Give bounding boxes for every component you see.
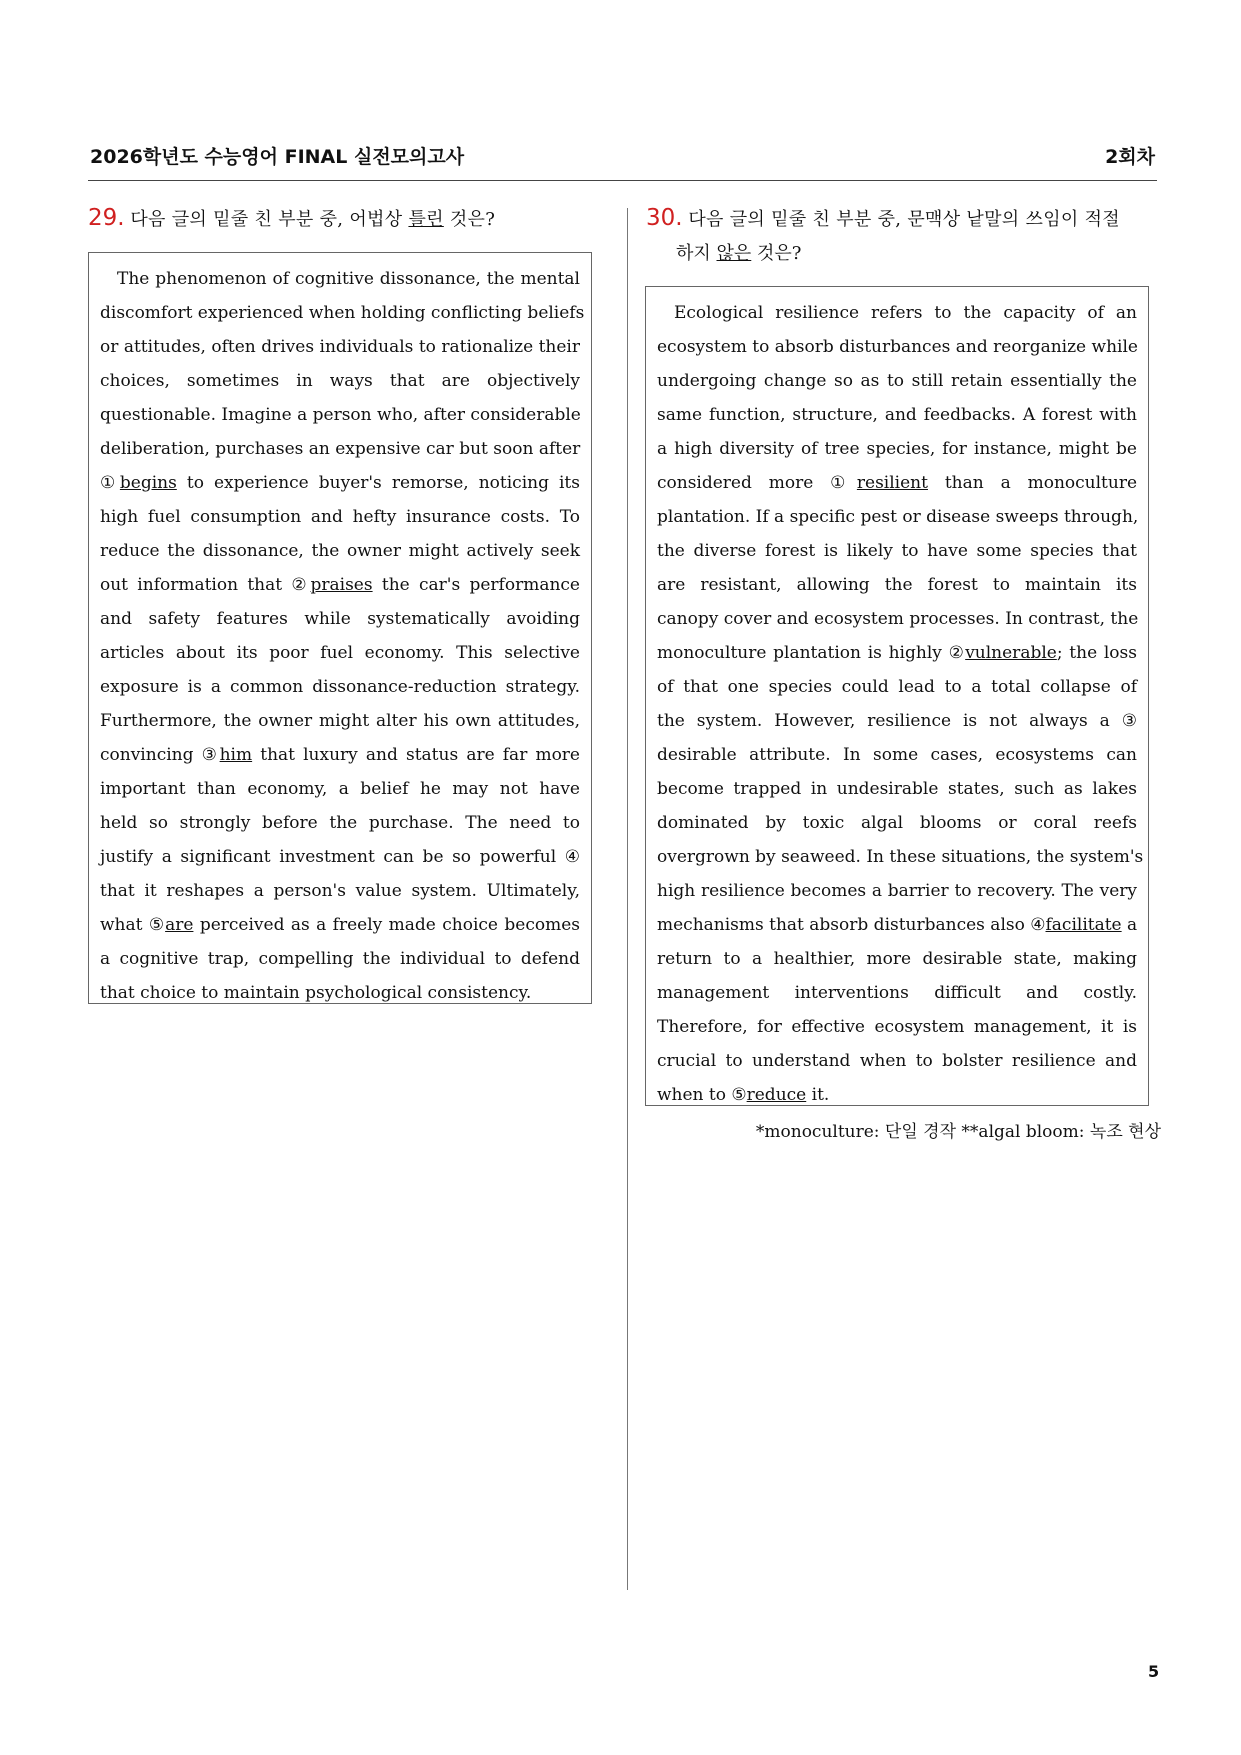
passage-line: articles about its poor fuel economy. This selective [100, 643, 580, 663]
column-divider [627, 208, 628, 1590]
passage-line: same function, structure, and feedbacks. A forest with [657, 405, 1137, 425]
question-text: 다음 글의 밑줄 친 부분 중, 문맥상 낱말의 쓰임이 적절 [688, 209, 1120, 230]
passage-line: Therefore, for effective ecosystem management, it is [657, 1017, 1137, 1037]
passage-line: desirable attribute. In some cases, ecosystems can [657, 745, 1137, 765]
passage-line: are resistant, allowing the forest to maintain its [657, 575, 1137, 595]
passage-line: canopy cover and ecosystem processes. In contrast, the [657, 609, 1139, 629]
passage-line: Ecological resilience refers to the capacity of an [674, 303, 1137, 323]
passage-line: a high diversity of tree species, for instance, might be [657, 439, 1137, 459]
passage-line: high fuel consumption and hefty insurance costs. To [100, 507, 580, 527]
question-number: 29. [88, 205, 125, 231]
passage-line: out information that ②praises the car's performance [100, 575, 580, 595]
passage-line: Furthermore, the owner might alter his own attitudes, [100, 711, 580, 731]
passage-line: reduce the dissonance, the owner might actively seek [100, 541, 580, 561]
passage-line: plantation. If a specific pest or disease sweeps through, [657, 507, 1139, 527]
passage-line: overgrown by seaweed. In these situations, the system's [657, 847, 1144, 867]
passage-line: high resilience becomes a barrier to recovery. The very [657, 881, 1137, 901]
passage-line: held so strongly before the purchase. The need to [100, 813, 580, 833]
passage-line: that it reshapes a person's value system. Ultimately, [100, 881, 580, 901]
passage-line: discomfort experienced when holding conflicting beliefs [100, 303, 585, 323]
passage-line: that choice to maintain psychological consistency. [100, 983, 532, 1003]
passage-line: considered more ①resilient than a monoculture [657, 473, 1138, 493]
passage-line: ①begins to experience buyer's remorse, noticing its [100, 473, 580, 493]
passage-line: monoculture plantation is highly ②vulnerable; the loss [657, 643, 1137, 663]
passage-line: or attitudes, often drives individuals to rationalize their [100, 337, 580, 357]
passage-line: when to ⑤reduce it. [657, 1085, 830, 1105]
passage-line: questionable. Imagine a person who, after considerable [100, 405, 581, 425]
passage-line: the diverse forest is likely to have some species that [657, 541, 1137, 561]
question-30-prompt [646, 205, 1158, 265]
question-29-prompt [88, 205, 495, 231]
passage-line: dominated by toxic algal blooms or coral reefs [657, 813, 1137, 833]
page-header [88, 140, 1157, 181]
passage-line: ecosystem to absorb disturbances and reorganize while [657, 337, 1138, 357]
passage-line: crucial to understand when to bolster resilience and [657, 1051, 1137, 1071]
passage-line: return to a healthier, more desirable state, making [657, 949, 1137, 969]
passage-box-30 [645, 286, 1149, 1106]
passage-line: deliberation, purchases an expensive car but soon after [100, 439, 581, 459]
question-text-continued: 하지 않은 것은? [676, 243, 802, 264]
underlined-choice: praises [310, 575, 373, 595]
question-text: 다음 글의 밑줄 친 부분 중, 어법상 틀린 것은? [130, 209, 496, 230]
passage-box-29 [88, 252, 592, 1004]
underlined-choice: vulnerable [965, 643, 1057, 663]
passage-line: become trapped in undesirable states, such as lakes [657, 779, 1137, 799]
passage-line: exposure is a common dissonance-reduction strategy. [100, 677, 580, 697]
passage-line: and safety features while systematically avoiding [100, 609, 580, 629]
passage-line: important than economy, a belief he may not have [100, 779, 580, 799]
question-number: 30. [646, 205, 683, 231]
exam-round: 2회차 [1105, 146, 1155, 168]
underlined-choice: facilitate [1045, 915, 1122, 935]
passage-line: choices, sometimes in ways that are objectively [100, 371, 580, 391]
underlined-choice: him [219, 745, 253, 765]
passage-line: convincing ③him that luxury and status are far more [100, 745, 580, 765]
passage-line: undergoing change so as to still retain essentially the [657, 371, 1137, 391]
passage-line: mechanisms that absorb disturbances also ④facilitate a [657, 915, 1138, 935]
underlined-choice: are [165, 915, 194, 935]
passage-line: the system. However, resilience is not always a ③ [657, 711, 1137, 731]
passage-line: The phenomenon of cognitive dissonance, the mental [117, 269, 580, 289]
footnote: *monoculture: 단일 경작 **algal bloom: 녹조 현상 [755, 1122, 1161, 1142]
underlined-choice: reduce [746, 1085, 807, 1105]
underlined-choice: begins [119, 473, 177, 493]
passage-line: management interventions difficult and costly. [657, 983, 1137, 1003]
underlined-choice: resilient [856, 473, 928, 493]
exam-title: 2026학년도 수능영어 FINAL 실전모의고사 [90, 146, 465, 168]
page-number: 5 [1148, 1662, 1160, 1681]
passage-line: of that one species could lead to a total collapse of [657, 677, 1137, 697]
passage-line: what ⑤are perceived as a freely made choice becomes [100, 915, 580, 935]
passage-line: justify a significant investment can be so powerful ④ [100, 847, 580, 867]
passage-line: a cognitive trap, compelling the individual to defend [100, 949, 580, 969]
